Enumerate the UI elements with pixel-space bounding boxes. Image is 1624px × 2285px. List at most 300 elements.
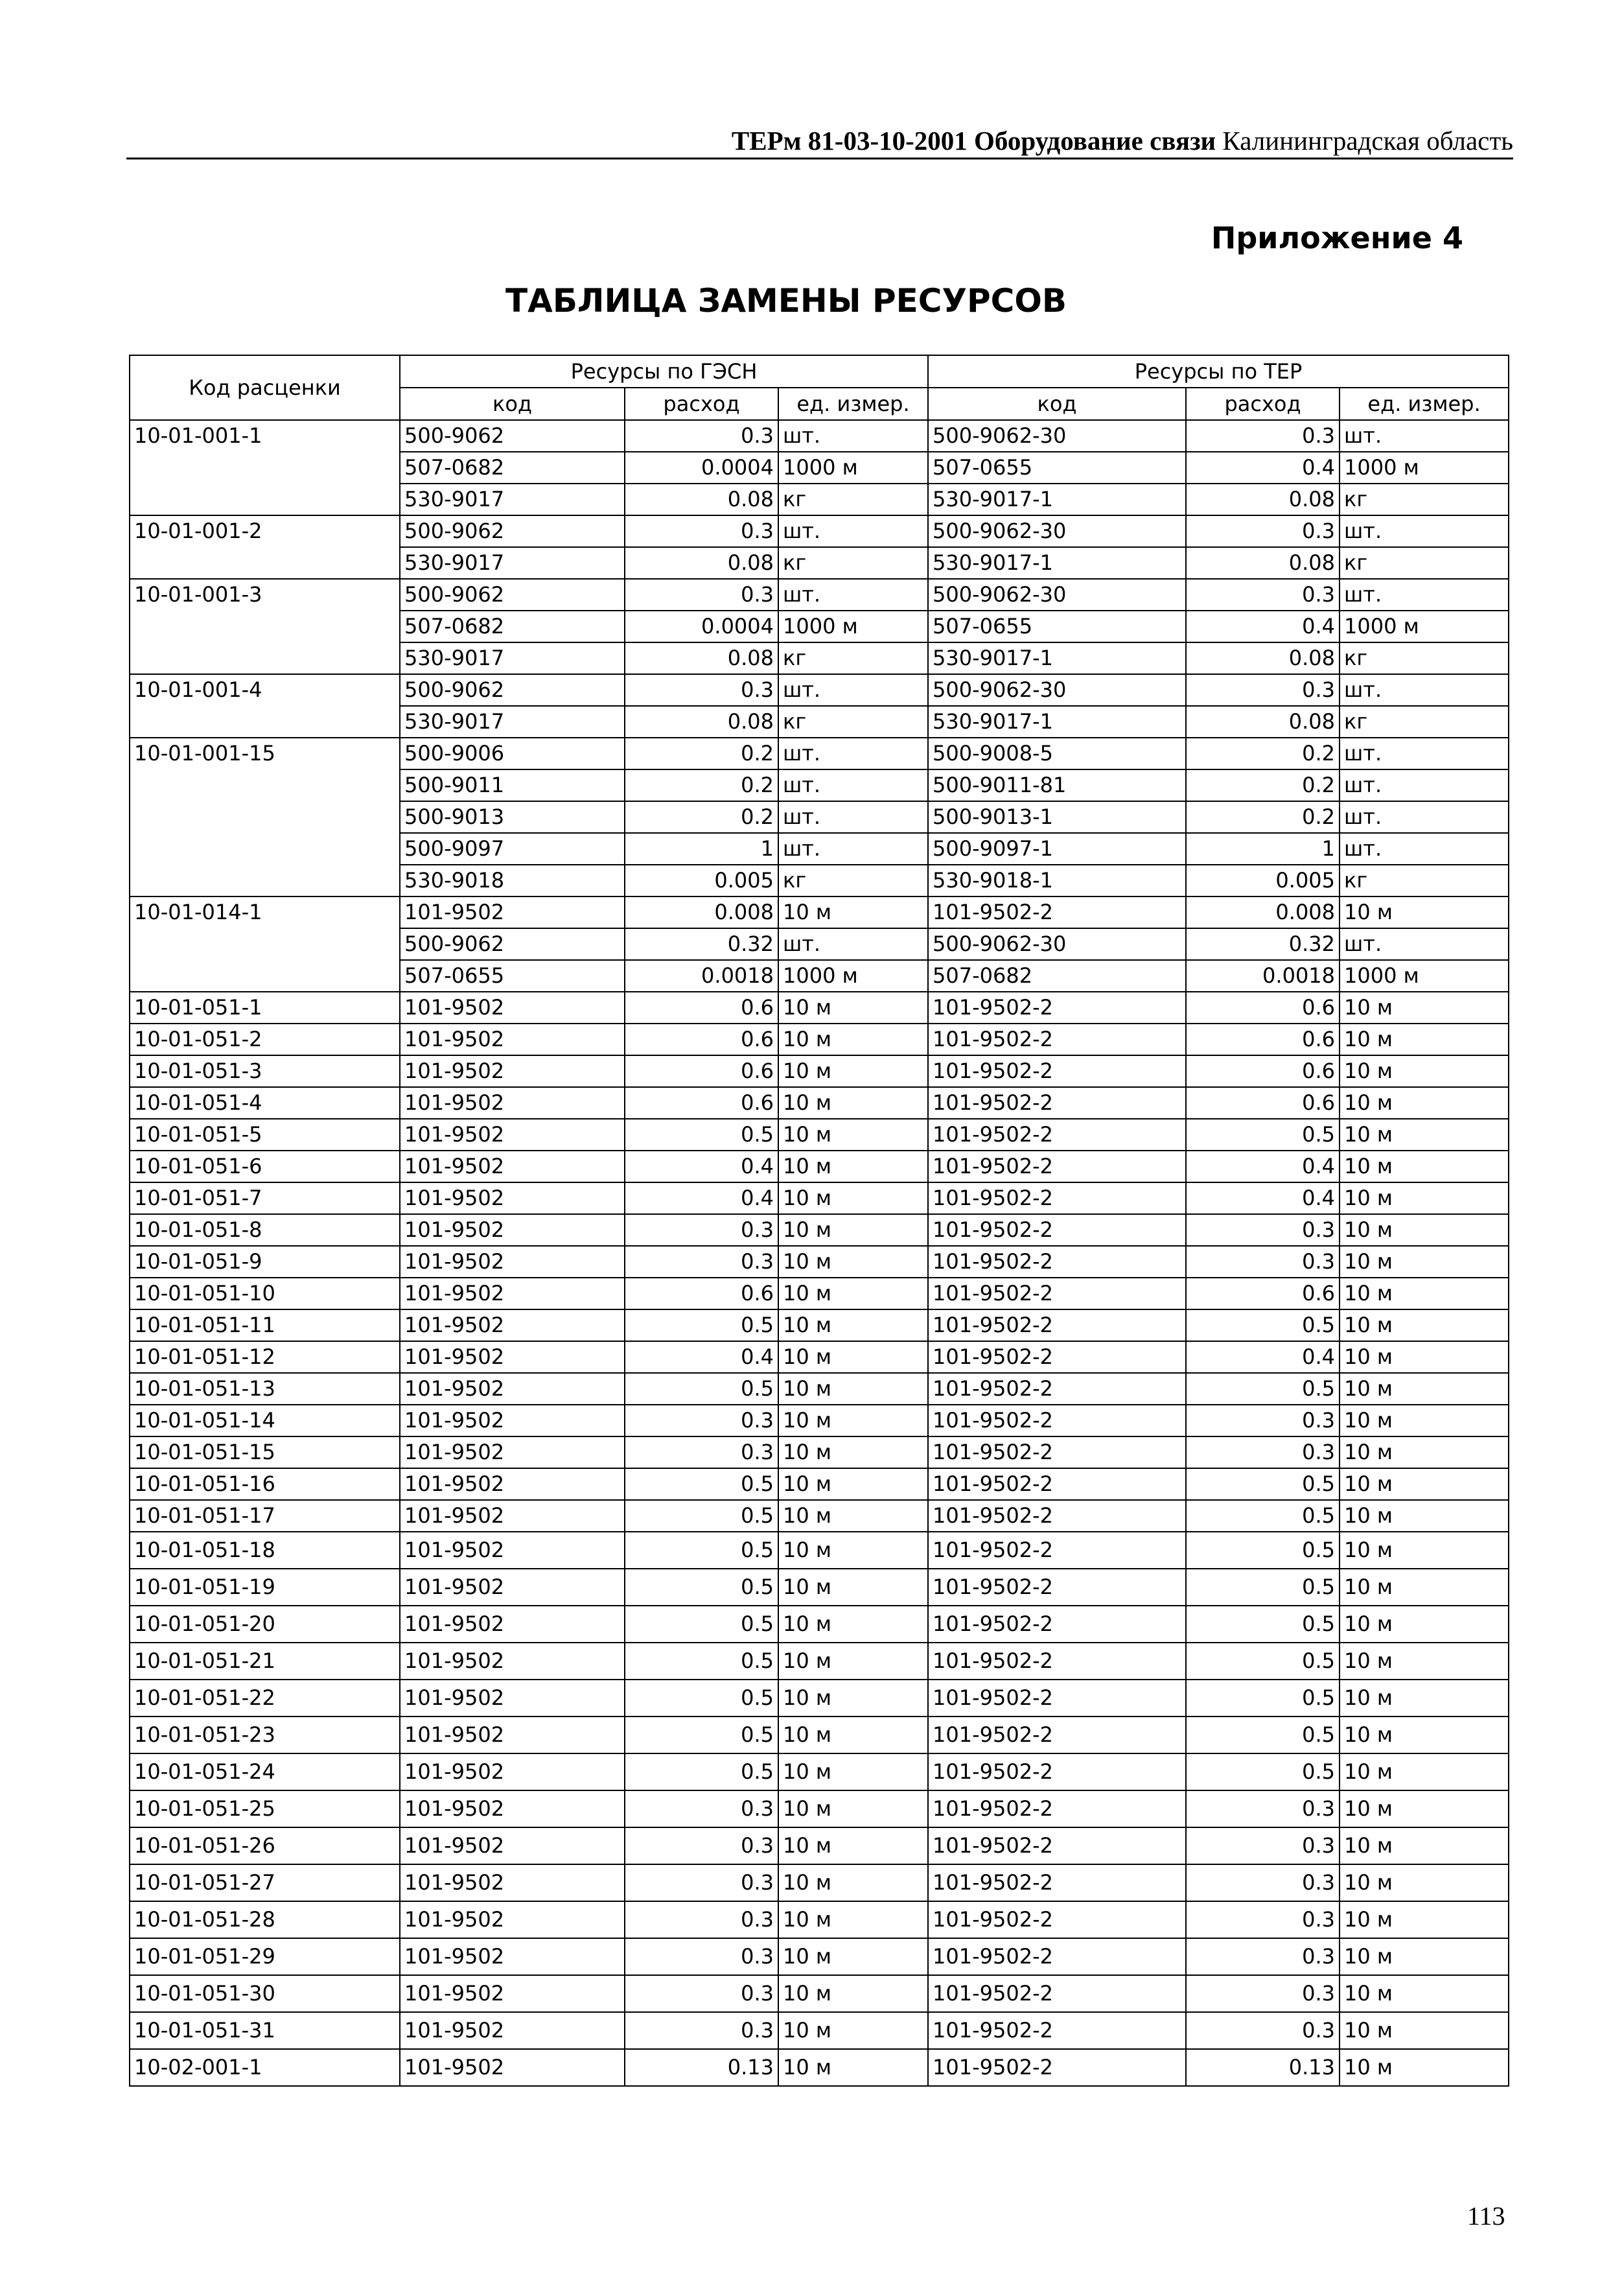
gesn-unit-cell: 10 м <box>778 1214 928 1246</box>
ter-rate-cell: 0.4 <box>1186 611 1340 642</box>
gesn-code-cell: 101-9502 <box>400 1680 625 1717</box>
table-row <box>130 1246 1509 1278</box>
ter-unit-cell: кг <box>1340 547 1509 579</box>
ter-rate-cell: 0.3 <box>1186 579 1340 611</box>
ter-rate-cell: 0.08 <box>1186 642 1340 674</box>
ter-rate-cell: 0.5 <box>1186 1373 1340 1405</box>
ter-unit-cell: 10 м <box>1340 1246 1509 1278</box>
ter-unit-cell: шт. <box>1340 674 1509 706</box>
gesn-rate-cell: 1 <box>625 833 778 865</box>
gesn-rate-cell: 0.4 <box>625 1341 778 1373</box>
ter-rate-cell: 0.3 <box>1186 1864 1340 1901</box>
gesn-code-cell: 500-9062 <box>400 579 625 611</box>
rate-code-cell: 10-01-051-12 <box>130 1341 400 1373</box>
table-header-row <box>130 355 1509 388</box>
gesn-rate-cell: 0.005 <box>625 865 778 896</box>
ter-code-cell: 101-9502-2 <box>928 1214 1186 1246</box>
ter-code-cell: 101-9502-2 <box>928 1532 1186 1569</box>
gesn-unit-cell: 10 м <box>778 2049 928 2086</box>
gesn-code-cell: 500-9097 <box>400 833 625 865</box>
gesn-unit-cell: кг <box>778 706 928 738</box>
ter-unit-cell: 10 м <box>1340 1309 1509 1341</box>
gesn-unit-cell: 10 м <box>778 1309 928 1341</box>
table-row <box>130 1468 1509 1500</box>
ter-unit-cell: 10 м <box>1340 1055 1509 1087</box>
ter-unit-cell: 10 м <box>1340 1436 1509 1468</box>
ter-rate-cell: 0.6 <box>1186 1278 1340 1309</box>
gesn-rate-cell: 0.13 <box>625 2049 778 2086</box>
gesn-rate-cell: 0.3 <box>625 1938 778 1975</box>
gesn-rate-cell: 0.3 <box>625 1246 778 1278</box>
rate-code-cell: 10-01-051-20 <box>130 1606 400 1643</box>
ter-unit-cell: шт. <box>1340 579 1509 611</box>
gesn-unit-cell: 10 м <box>778 1680 928 1717</box>
ter-rate-cell: 0.5 <box>1186 1753 1340 1790</box>
gesn-unit-cell: кг <box>778 865 928 896</box>
ter-code-cell: 101-9502-2 <box>928 2049 1186 2086</box>
ter-code-cell: 500-9062-30 <box>928 420 1186 452</box>
gesn-rate-cell: 0.5 <box>625 1119 778 1151</box>
gesn-code-cell: 500-9013 <box>400 801 625 833</box>
gesn-unit-cell: 10 м <box>778 1468 928 1500</box>
ter-unit-cell: кг <box>1340 865 1509 896</box>
ter-code-cell: 101-9502-2 <box>928 1975 1186 2012</box>
gesn-unit-cell: шт. <box>778 515 928 547</box>
header-region: Калининградская область <box>1222 126 1513 156</box>
ter-rate-cell: 0.3 <box>1186 1214 1340 1246</box>
gesn-rate-cell: 0.3 <box>625 1436 778 1468</box>
gesn-unit-cell: 10 м <box>778 1569 928 1606</box>
gesn-unit-cell: шт. <box>778 579 928 611</box>
gesn-unit-cell: 10 м <box>778 1119 928 1151</box>
ter-unit-cell: шт. <box>1340 769 1509 801</box>
gesn-code-cell: 101-9502 <box>400 1024 625 1055</box>
ter-code-cell: 101-9502-2 <box>928 1753 1186 1790</box>
header-document-code: ТЕРм 81-03-10-2001 Оборудование связи <box>731 126 1216 156</box>
ter-unit-cell: 10 м <box>1340 1500 1509 1532</box>
gesn-rate-cell: 0.0004 <box>625 611 778 642</box>
table-row <box>130 1309 1509 1341</box>
gesn-rate-cell: 0.3 <box>625 1827 778 1864</box>
ter-unit-cell: шт. <box>1340 928 1509 960</box>
gesn-unit-cell: кг <box>778 642 928 674</box>
appendix-label: Приложение 4 <box>1211 220 1463 255</box>
ter-unit-cell: 10 м <box>1340 1827 1509 1864</box>
gesn-unit-cell: 10 м <box>778 1405 928 1436</box>
rate-code-cell: 10-01-051-7 <box>130 1182 400 1214</box>
gesn-unit-cell: шт. <box>778 769 928 801</box>
gesn-code-cell: 101-9502 <box>400 1569 625 1606</box>
ter-unit-cell: 10 м <box>1340 2012 1509 2049</box>
table-row <box>130 1864 1509 1901</box>
ter-code-cell: 101-9502-2 <box>928 1643 1186 1680</box>
ter-rate-cell: 0.5 <box>1186 1643 1340 1680</box>
ter-rate-cell: 0.5 <box>1186 1500 1340 1532</box>
gesn-code-cell: 101-9502 <box>400 1643 625 1680</box>
gesn-code-cell: 101-9502 <box>400 1151 625 1182</box>
ter-code-cell: 500-9097-1 <box>928 833 1186 865</box>
ter-unit-cell: 10 м <box>1340 1087 1509 1119</box>
rate-code-cell: 10-01-051-2 <box>130 1024 400 1055</box>
gesn-unit-cell: 10 м <box>778 1182 928 1214</box>
gesn-code-cell: 101-9502 <box>400 1468 625 1500</box>
gesn-code-cell: 101-9502 <box>400 1827 625 1864</box>
gesn-rate-cell: 0.5 <box>625 1680 778 1717</box>
gesn-rate-cell: 0.008 <box>625 896 778 928</box>
ter-unit-cell: 10 м <box>1340 2049 1509 2086</box>
gesn-code-cell: 101-9502 <box>400 1938 625 1975</box>
ter-unit-cell: 1000 м <box>1340 611 1509 642</box>
gesn-code-cell: 101-9502 <box>400 1864 625 1901</box>
rate-code-cell: 10-01-051-15 <box>130 1436 400 1468</box>
ter-rate-cell: 0.5 <box>1186 1309 1340 1341</box>
header-gesn-unit: ед. измер. <box>778 388 928 420</box>
gesn-unit-cell: 10 м <box>778 1246 928 1278</box>
ter-rate-cell: 0.32 <box>1186 928 1340 960</box>
ter-code-cell: 530-9017-1 <box>928 484 1186 515</box>
table-row <box>130 674 1509 706</box>
header-group-gesn: Ресурсы по ГЭСН <box>400 355 928 388</box>
gesn-code-cell: 101-9502 <box>400 1790 625 1827</box>
gesn-code-cell: 530-9017 <box>400 642 625 674</box>
ter-rate-cell: 0.3 <box>1186 2012 1340 2049</box>
gesn-rate-cell: 0.3 <box>625 579 778 611</box>
ter-code-cell: 101-9502-2 <box>928 1182 1186 1214</box>
gesn-code-cell: 101-9502 <box>400 992 625 1024</box>
ter-code-cell: 500-9062-30 <box>928 674 1186 706</box>
table-row <box>130 1975 1509 2012</box>
ter-unit-cell: 10 м <box>1340 1717 1509 1753</box>
header-rate-code: Код расценки <box>130 355 400 420</box>
gesn-unit-cell: 10 м <box>778 2012 928 2049</box>
gesn-rate-cell: 0.5 <box>625 1373 778 1405</box>
gesn-unit-cell: кг <box>778 547 928 579</box>
running-header <box>126 125 1513 156</box>
ter-code-cell: 500-9062-30 <box>928 579 1186 611</box>
gesn-rate-cell: 0.32 <box>625 928 778 960</box>
ter-code-cell: 101-9502-2 <box>928 1468 1186 1500</box>
resource-replacement-table <box>129 355 1509 2087</box>
ter-rate-cell: 0.2 <box>1186 769 1340 801</box>
gesn-unit-cell: 10 м <box>778 992 928 1024</box>
ter-rate-cell: 0.5 <box>1186 1680 1340 1717</box>
ter-code-cell: 101-9502-2 <box>928 1569 1186 1606</box>
gesn-code-cell: 101-9502 <box>400 1436 625 1468</box>
ter-rate-cell: 0.08 <box>1186 547 1340 579</box>
ter-unit-cell: 10 м <box>1340 1938 1509 1975</box>
ter-unit-cell: 10 м <box>1340 1753 1509 1790</box>
gesn-unit-cell: кг <box>778 484 928 515</box>
gesn-unit-cell: 10 м <box>778 1717 928 1753</box>
gesn-rate-cell: 0.6 <box>625 1055 778 1087</box>
ter-unit-cell: 10 м <box>1340 1606 1509 1643</box>
gesn-rate-cell: 0.3 <box>625 674 778 706</box>
table-row <box>130 1278 1509 1309</box>
rate-code-cell: 10-01-051-1 <box>130 992 400 1024</box>
gesn-unit-cell: 10 м <box>778 1151 928 1182</box>
gesn-unit-cell: 1000 м <box>778 452 928 484</box>
ter-unit-cell: 10 м <box>1340 1864 1509 1901</box>
table-row <box>130 1532 1509 1569</box>
ter-code-cell: 101-9502-2 <box>928 1405 1186 1436</box>
gesn-rate-cell: 0.0018 <box>625 960 778 992</box>
table-row <box>130 1680 1509 1717</box>
table-row <box>130 1643 1509 1680</box>
rate-code-cell: 10-01-051-21 <box>130 1643 400 1680</box>
ter-code-cell: 101-9502-2 <box>928 1341 1186 1373</box>
ter-rate-cell: 0.4 <box>1186 1341 1340 1373</box>
gesn-unit-cell: 10 м <box>778 1278 928 1309</box>
gesn-rate-cell: 0.3 <box>625 2012 778 2049</box>
gesn-code-cell: 101-9502 <box>400 1373 625 1405</box>
gesn-rate-cell: 0.5 <box>625 1643 778 1680</box>
table-row <box>130 1055 1509 1087</box>
gesn-code-cell: 500-9062 <box>400 674 625 706</box>
gesn-code-cell: 101-9502 <box>400 1500 625 1532</box>
ter-rate-cell: 1 <box>1186 833 1340 865</box>
gesn-code-cell: 101-9502 <box>400 1341 625 1373</box>
rate-code-cell: 10-01-051-5 <box>130 1119 400 1151</box>
ter-code-cell: 530-9017-1 <box>928 547 1186 579</box>
header-ter-unit: ед. измер. <box>1340 388 1509 420</box>
gesn-unit-cell: 1000 м <box>778 611 928 642</box>
ter-unit-cell: кг <box>1340 484 1509 515</box>
ter-code-cell: 101-9502-2 <box>928 1938 1186 1975</box>
table-row <box>130 579 1509 611</box>
gesn-rate-cell: 0.5 <box>625 1468 778 1500</box>
ter-unit-cell: 10 м <box>1340 1214 1509 1246</box>
gesn-code-cell: 101-9502 <box>400 1975 625 2012</box>
table-row <box>130 1569 1509 1606</box>
ter-code-cell: 101-9502-2 <box>928 1436 1186 1468</box>
gesn-unit-cell: шт. <box>778 928 928 960</box>
ter-unit-cell: 10 м <box>1340 1680 1509 1717</box>
ter-code-cell: 101-9502-2 <box>928 1606 1186 1643</box>
ter-code-cell: 101-9502-2 <box>928 1278 1186 1309</box>
ter-rate-cell: 0.2 <box>1186 801 1340 833</box>
ter-rate-cell: 0.6 <box>1186 1024 1340 1055</box>
ter-code-cell: 101-9502-2 <box>928 896 1186 928</box>
ter-code-cell: 101-9502-2 <box>928 1087 1186 1119</box>
table-body <box>130 420 1509 2086</box>
rate-code-cell: 10-01-051-4 <box>130 1087 400 1119</box>
gesn-unit-cell: 10 м <box>778 1436 928 1468</box>
rate-code-cell: 10-01-051-6 <box>130 1151 400 1182</box>
ter-rate-cell: 0.5 <box>1186 1119 1340 1151</box>
table-row <box>130 1790 1509 1827</box>
gesn-code-cell: 530-9018 <box>400 865 625 896</box>
ter-code-cell: 101-9502-2 <box>928 1717 1186 1753</box>
rate-code-cell: 10-01-051-31 <box>130 2012 400 2049</box>
table-row <box>130 1938 1509 1975</box>
table-row <box>130 1214 1509 1246</box>
header-ter-rate: расход <box>1186 388 1340 420</box>
table-row <box>130 1024 1509 1055</box>
gesn-unit-cell: 10 м <box>778 1864 928 1901</box>
ter-rate-cell: 0.3 <box>1186 1790 1340 1827</box>
gesn-unit-cell: 10 м <box>778 1024 928 1055</box>
ter-code-cell: 500-9062-30 <box>928 515 1186 547</box>
gesn-code-cell: 101-9502 <box>400 1309 625 1341</box>
ter-rate-cell: 0.6 <box>1186 1055 1340 1087</box>
ter-rate-cell: 0.3 <box>1186 1827 1340 1864</box>
table-row <box>130 1606 1509 1643</box>
rate-code-cell: 10-01-051-11 <box>130 1309 400 1341</box>
gesn-code-cell: 500-9062 <box>400 420 625 452</box>
table-row <box>130 1717 1509 1753</box>
table-header <box>130 355 1509 420</box>
ter-code-cell: 500-9062-30 <box>928 928 1186 960</box>
gesn-rate-cell: 0.5 <box>625 1717 778 1753</box>
gesn-rate-cell: 0.3 <box>625 1790 778 1827</box>
gesn-unit-cell: шт. <box>778 833 928 865</box>
table-row <box>130 1827 1509 1864</box>
table-row <box>130 1405 1509 1436</box>
table-row <box>130 1341 1509 1373</box>
ter-unit-cell: 10 м <box>1340 1151 1509 1182</box>
table-row <box>130 1182 1509 1214</box>
rate-code-cell: 10-01-051-14 <box>130 1405 400 1436</box>
ter-code-cell: 101-9502-2 <box>928 1024 1186 1055</box>
ter-rate-cell: 0.3 <box>1186 1938 1340 1975</box>
table-row <box>130 992 1509 1024</box>
gesn-rate-cell: 0.3 <box>625 1405 778 1436</box>
rate-code-cell: 10-01-001-1 <box>130 420 400 515</box>
rate-code-cell: 10-01-051-9 <box>130 1246 400 1278</box>
ter-code-cell: 101-9502-2 <box>928 1827 1186 1864</box>
rate-code-cell: 10-01-051-16 <box>130 1468 400 1500</box>
table-row <box>130 515 1509 547</box>
ter-rate-cell: 0.005 <box>1186 865 1340 896</box>
header-gesn-rate: расход <box>625 388 778 420</box>
rate-code-cell: 10-01-051-29 <box>130 1938 400 1975</box>
gesn-unit-cell: 10 м <box>778 1341 928 1373</box>
ter-unit-cell: 1000 м <box>1340 960 1509 992</box>
gesn-rate-cell: 0.08 <box>625 484 778 515</box>
ter-code-cell: 530-9017-1 <box>928 706 1186 738</box>
ter-unit-cell: 10 м <box>1340 1341 1509 1373</box>
gesn-rate-cell: 0.08 <box>625 642 778 674</box>
ter-unit-cell: 10 м <box>1340 992 1509 1024</box>
rate-code-cell: 10-02-001-1 <box>130 2049 400 2086</box>
ter-unit-cell: шт. <box>1340 801 1509 833</box>
ter-unit-cell: шт. <box>1340 833 1509 865</box>
rate-code-cell: 10-01-051-23 <box>130 1717 400 1753</box>
gesn-rate-cell: 0.6 <box>625 1087 778 1119</box>
ter-code-cell: 507-0655 <box>928 611 1186 642</box>
rate-code-cell: 10-01-051-10 <box>130 1278 400 1309</box>
ter-unit-cell: кг <box>1340 642 1509 674</box>
ter-unit-cell: 10 м <box>1340 1278 1509 1309</box>
gesn-code-cell: 101-9502 <box>400 1087 625 1119</box>
gesn-unit-cell: шт. <box>778 420 928 452</box>
gesn-code-cell: 101-9502 <box>400 1182 625 1214</box>
ter-rate-cell: 0.2 <box>1186 738 1340 769</box>
gesn-code-cell: 101-9502 <box>400 1278 625 1309</box>
gesn-rate-cell: 0.2 <box>625 769 778 801</box>
rate-code-cell: 10-01-051-30 <box>130 1975 400 2012</box>
gesn-rate-cell: 0.5 <box>625 1500 778 1532</box>
ter-code-cell: 101-9502-2 <box>928 992 1186 1024</box>
ter-rate-cell: 0.3 <box>1186 1246 1340 1278</box>
gesn-rate-cell: 0.6 <box>625 992 778 1024</box>
gesn-code-cell: 101-9502 <box>400 1606 625 1643</box>
gesn-unit-cell: 10 м <box>778 1087 928 1119</box>
ter-unit-cell: 10 м <box>1340 1643 1509 1680</box>
table-row <box>130 1436 1509 1468</box>
ter-rate-cell: 0.13 <box>1186 2049 1340 2086</box>
gesn-rate-cell: 0.5 <box>625 1532 778 1569</box>
gesn-rate-cell: 0.3 <box>625 1864 778 1901</box>
gesn-code-cell: 101-9502 <box>400 1246 625 1278</box>
ter-code-cell: 507-0655 <box>928 452 1186 484</box>
gesn-rate-cell: 0.0004 <box>625 452 778 484</box>
page-title: ТАБЛИЦА ЗАМЕНЫ РЕСУРСОВ <box>505 282 1067 320</box>
gesn-code-cell: 507-0682 <box>400 452 625 484</box>
header-ter-code: код <box>928 388 1186 420</box>
gesn-code-cell: 530-9017 <box>400 484 625 515</box>
rate-code-cell: 10-01-051-28 <box>130 1901 400 1938</box>
header-group-ter: Ресурсы по ТЕР <box>928 355 1509 388</box>
ter-rate-cell: 0.5 <box>1186 1606 1340 1643</box>
gesn-code-cell: 101-9502 <box>400 896 625 928</box>
gesn-code-cell: 101-9502 <box>400 1901 625 1938</box>
ter-unit-cell: шт. <box>1340 420 1509 452</box>
gesn-rate-cell: 0.3 <box>625 515 778 547</box>
rate-code-cell: 10-01-014-1 <box>130 896 400 992</box>
ter-rate-cell: 0.5 <box>1186 1532 1340 1569</box>
table-row <box>130 1087 1509 1119</box>
gesn-rate-cell: 0.5 <box>625 1569 778 1606</box>
ter-unit-cell: 1000 м <box>1340 452 1509 484</box>
page-number: 113 <box>1467 2201 1505 2231</box>
rate-code-cell: 10-01-051-3 <box>130 1055 400 1087</box>
ter-code-cell: 101-9502-2 <box>928 1119 1186 1151</box>
ter-unit-cell: 10 м <box>1340 1119 1509 1151</box>
rate-code-cell: 10-01-001-2 <box>130 515 400 579</box>
ter-unit-cell: 10 м <box>1340 1901 1509 1938</box>
gesn-rate-cell: 0.3 <box>625 420 778 452</box>
rate-code-cell: 10-01-051-13 <box>130 1373 400 1405</box>
ter-code-cell: 101-9502-2 <box>928 1309 1186 1341</box>
ter-unit-cell: шт. <box>1340 738 1509 769</box>
table-row <box>130 896 1509 928</box>
gesn-code-cell: 530-9017 <box>400 547 625 579</box>
ter-code-cell: 101-9502-2 <box>928 1790 1186 1827</box>
table-row <box>130 420 1509 452</box>
gesn-unit-cell: 10 м <box>778 1055 928 1087</box>
gesn-code-cell: 507-0682 <box>400 611 625 642</box>
gesn-unit-cell: 10 м <box>778 1901 928 1938</box>
gesn-code-cell: 101-9502 <box>400 1214 625 1246</box>
gesn-code-cell: 101-9502 <box>400 2049 625 2086</box>
ter-rate-cell: 0.3 <box>1186 674 1340 706</box>
table-row <box>130 2012 1509 2049</box>
ter-rate-cell: 0.6 <box>1186 992 1340 1024</box>
gesn-rate-cell: 0.3 <box>625 1214 778 1246</box>
ter-unit-cell: 10 м <box>1340 1405 1509 1436</box>
gesn-code-cell: 500-9011 <box>400 769 625 801</box>
gesn-rate-cell: 0.4 <box>625 1151 778 1182</box>
ter-rate-cell: 0.08 <box>1186 706 1340 738</box>
gesn-code-cell: 500-9006 <box>400 738 625 769</box>
gesn-code-cell: 101-9502 <box>400 1119 625 1151</box>
ter-unit-cell: 10 м <box>1340 1790 1509 1827</box>
ter-unit-cell: 10 м <box>1340 1532 1509 1569</box>
gesn-unit-cell: 10 м <box>778 896 928 928</box>
gesn-code-cell: 101-9502 <box>400 1717 625 1753</box>
gesn-unit-cell: 10 м <box>778 1532 928 1569</box>
